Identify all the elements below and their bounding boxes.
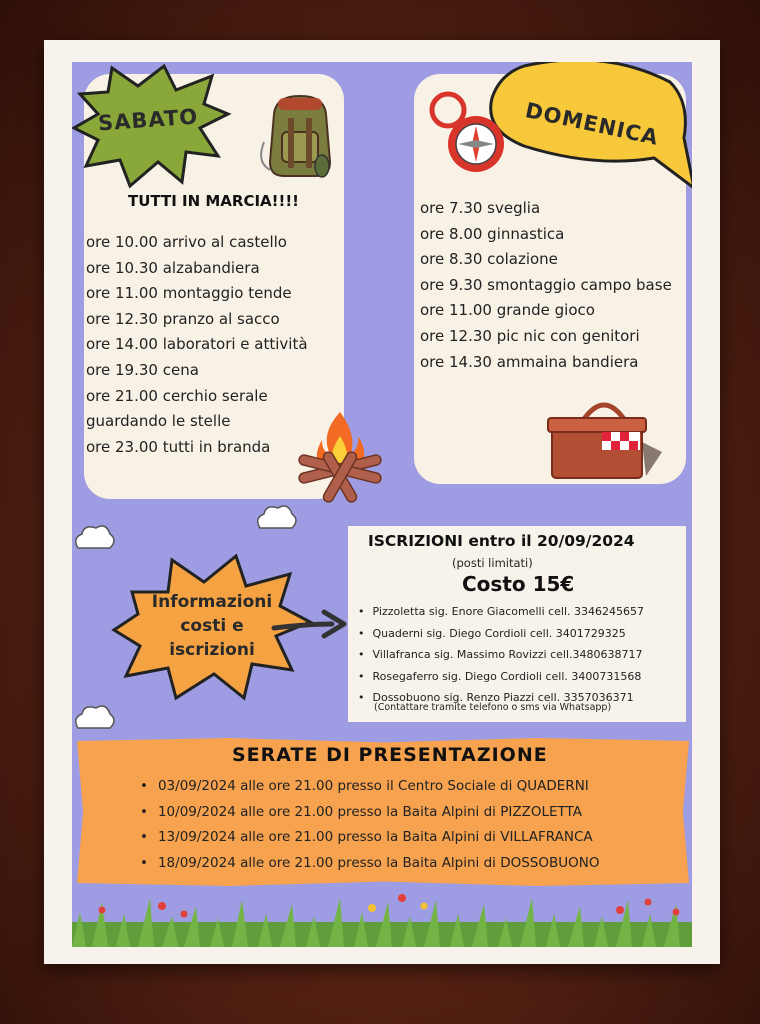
- contact-item: • Villafranca sig. Massimo Rovizzi cell.3480638717: [358, 644, 644, 666]
- compass-icon: [424, 90, 514, 180]
- saturday-item: ore 12.30 pranzo al sacco: [86, 309, 280, 328]
- saturday-schedule: [86, 230, 308, 460]
- saturday-item: ore 23.00 tutti in branda: [86, 437, 271, 456]
- sunday-item: ore 11.00 grande gioco: [420, 301, 595, 320]
- contact-item: • Dossobuono sig. Renzo Piazzi cell. 3357036371: [358, 687, 644, 709]
- smoke-puff-icon: [72, 520, 120, 560]
- smoke-puff-icon: [252, 500, 302, 540]
- presentation-item: • 18/09/2024 alle ore 21.00 presso la Baita Alpini di DOSSOBUONO: [140, 851, 600, 877]
- domenica-badge-label: DOMENICA: [523, 98, 661, 150]
- sabato-badge-label: SABATO: [97, 104, 199, 136]
- smoke-puff-icon: [72, 700, 120, 740]
- saturday-item: ore 11.00 montaggio tende: [86, 284, 292, 303]
- contact-item: • Quaderni sig. Diego Cordioli cell. 3401729325: [358, 623, 644, 645]
- flyer-sheet: [44, 40, 720, 964]
- registration-title: ISCRIZIONI entro il 20/09/2024: [368, 532, 635, 550]
- grass-icon: [72, 892, 692, 947]
- saturday-item: ore 21.00 cerchio serale: [86, 386, 268, 405]
- info-burst-line: Informazioni: [151, 592, 273, 612]
- picnic-basket-icon: [542, 392, 666, 482]
- info-burst-line: costi e: [180, 616, 244, 636]
- contact-item: • Pizzoletta sig. Enore Giacomelli cell. 3346245657: [358, 601, 644, 623]
- sunday-schedule: [420, 196, 672, 375]
- campfire-icon: [290, 406, 390, 496]
- presentations-title: SERATE DI PRESENTAZIONE: [232, 744, 548, 766]
- presentations-list: [140, 774, 600, 876]
- registration-limited: (posti limitati): [452, 556, 533, 570]
- presentation-item: • 10/09/2024 alle ore 21.00 presso la Baita Alpini di PIZZOLETTA: [140, 800, 600, 826]
- contact-item: • Rosegaferro sig. Diego Cordioli cell. 3400731568: [358, 666, 644, 688]
- arrow-icon: [272, 606, 352, 646]
- saturday-item: ore 10.30 alzabandiera: [86, 258, 260, 277]
- saturday-item: ore 14.00 laboratori e attività: [86, 335, 308, 354]
- sunday-item: ore 14.30 ammaina bandiera: [420, 352, 639, 371]
- info-burst-line: iscrizioni: [169, 640, 255, 660]
- saturday-item: guardando le stelle: [86, 412, 231, 431]
- sunday-item: ore 12.30 pic nic con genitori: [420, 326, 640, 345]
- saturday-subtitle: TUTTI IN MARCIA!!!!: [128, 192, 300, 210]
- saturday-item: ore 19.30 cena: [86, 360, 199, 379]
- presentation-item: • 13/09/2024 alle ore 21.00 presso la Baita Alpini di VILLAFRANCA: [140, 825, 600, 851]
- backpack-icon: [260, 92, 340, 180]
- registration-cost: Costo 15€: [462, 572, 575, 596]
- presentation-item: • 03/09/2024 alle ore 21.00 presso il Centro Sociale di QUADERNI: [140, 774, 600, 800]
- registration-note: (Contattare tramite telefono o sms via Whatsapp): [374, 702, 612, 713]
- sunday-item: ore 8.30 colazione: [420, 250, 558, 269]
- registration-contacts: [358, 601, 644, 709]
- sunday-item: ore 8.00 ginnastica: [420, 224, 565, 243]
- sunday-item: ore 7.30 sveglia: [420, 199, 541, 217]
- sunday-item: ore 9.30 smontaggio campo base: [420, 275, 672, 294]
- flyer-background: [72, 62, 692, 947]
- saturday-item: ore 10.00 arrivo al castello: [86, 233, 287, 251]
